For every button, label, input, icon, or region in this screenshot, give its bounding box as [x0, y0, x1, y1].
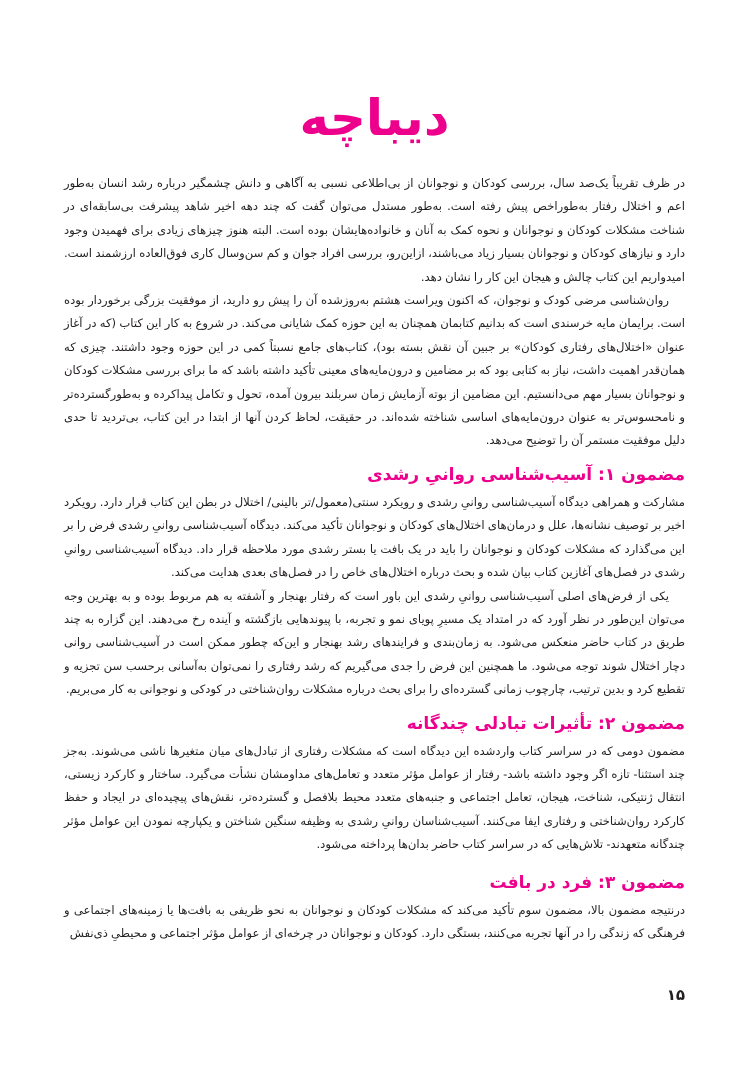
paragraph-book-history: روان‌شناسی مرضی کودک و نوجوان، که اکنون ویراست هشتم به‌روزشده آن را پیش رو دارید، از موفقیت بزرگی برخوردار بوده است. برایمان مایه خرسندی است که بدانیم کتابمان همچنان به این حوزه کمک شایانی می‌کند. در شروع به کار این کتاب (که در آغاز عنوان «اختلال‌های رفتاری کودکان» بر جبین آن نقش بسته بود)، کتاب‌های جامع نسبتاً کمی در این حوزه وجود داشتند. چیزی که همان‌قدر اهمیت داشت، نیاز به کتابی بود که بر مضامین و درون‌مایه‌های معینی تأکید داشته باشد که ما برای بررسی مشکلات کودکان و نوجوانان بسیار مهم می‌دانستیم. این مضامین از بوته آزمایش زمان سربلند بیرون آمده، تحول و تکامل پیداکرده و به‌طورگسترده‌تر و نامحسوس‌تر به عنوان درون‌مایه‌های اساسی شناخته شده‌اند. در حقیقت، لحاظ کردن آنها از ابتدا در این کتاب، بی‌تردید تا حدی دلیل موفقیت مستمر آن را توضیح می‌دهد. [64, 293, 685, 448]
paragraph-intro: در ظرف تقریباً یک‌صد سال، بررسی کودکان و نوجوانان از بی‌اطلاعی نسبی به آگاهی و دانش چشمگیر درباره رشد انسان به‌طور اعم و اختلال رفتار به‌طوراخص پیش رفته است. به‌طور مستدل می‌توان گفت که چند دهه اخیر شاهد پیشرفت بی‌سابقه‌ای در شناخت مشکلات کودکان و نوجوانان و نحوه کمک به آنان و خانواده‌هایشان بوده است. البته هنوز چیزهای زیادی برای فهمیدن وجود دارد و نیازهای کودکان و نوجوانان بسیار زیاد می‌باشند، ازاین‌رو، بررسی افراد جوان و کم سن‌وسال کاری فوق‌العاده ارزشمند است. امیدواریم این کتاب چالش و هیجان این کار را نشان دهد. [64, 176, 685, 284]
page-title: دیباچه [299, 89, 450, 147]
paragraph-theme-2: مضمون دومی که در سراسر کتاب واردشده این دیدگاه است که مشکلات رفتاری از تبادل‌های میان متغیرها ناشی می‌شوند. به‌جز چند استثنا- تازه اگر وجود داشته باشد- رفتار از عوامل مؤثر متعدد و تعامل‌های مداومشان نشأت می‌گیرد. ساختار و کارکرد زیستی، انتقال ژنتیکی، شناخت، هیجان، تعامل اجتماعی و جنبه‌های متعدد محیط بلافصل و گسترده‌تر، نقش‌های پیچیده‌ای در ایجاد و حفظ کارکرد روان‌شناختی و رفتاری ایفا می‌کنند. آسیب‌شناسان روانیِ رشدی به وظیفه سنگین شناختن و یکپارچه نمودن این عوامل مؤثر چندگانه متعهدند- تلاش‌هایی که در سراسر کتاب حاضر بدان‌ها پرداخته می‌شود. [64, 743, 685, 852]
section-heading-theme-3: مضمون ۳: فرد در بافت [489, 872, 685, 893]
document-page [64, 0, 685, 1080]
section-heading-theme-2: مضمون ۲: تأثیرات تبادلی چندگانه [406, 713, 685, 734]
paragraph-theme-1-a: مشارکت و همراهی دیدگاه آسیب‌شناسی روانیِ رشدی و رویکرد سنتی(معمول/تر بالینی/ اختلال در بطن این کتاب قرار دارد. رویکرد اخیر بر توصیف نشانه‌ها، علل و درمان‌های اختلال‌های کودکان و نوجوانان تأکید می‌کند. دیدگاه آسیب‌شناسی روانیِ رشدی فرض را بر این می‌گذارد که مشکلات کودکان و نوجوانان را باید در یک بافت یا بستر رشدی مورد ملاحظه قرار داد. دیدگاه آسیب‌شناسی روانیِ رشدی در فصل‌های آغازین کتاب بیان شده و بحث درباره اختلال‌های خاص را در فصل‌های بعدی هدایت می‌کند. [64, 494, 685, 580]
page-number: ۱۵ [666, 986, 685, 1004]
section-heading-theme-1: مضمون ۱: آسیب‌شناسی روانیِ رشدی [367, 464, 685, 485]
paragraph-theme-1-b: یکی از فرض‌های اصلی آسیب‌شناسی روانیِ رشدی این باور است که رفتار بهنجار و آشفته به هم مربوط بوده و به بهترین وجه می‌توان این‌طور در نظر آورد که در امتداد یک مسیرِ پویای نمو و تجربه، با پیوندهایی بازگشته و آینده رخ می‌دهند. این گزاره به چند طریق در کتاب حاضر منعکس می‌شود. به زمان‌بندی و فرایندهای رشد بهنجار و این‌که چطور ممکن است در آسیب‌شناسی روانی دچار اختلال شوند توجه می‌شود. ما همچنین این فرض را جدی می‌گیریم که رشد رفتاری را نمی‌توان به‌آسانی برحسب سن تجزیه و تقطیع کرد و بدین ترتیب، چارچوب زمانی گسترده‌ای را برای بحث درباره مشکلات روان‌شناختی در کودکی و نوجوانی به کار می‌بریم. [64, 588, 685, 697]
paragraph-theme-3: درنتیجه مضمون بالا، مضمون سوم تأکید می‌کند که مشکلات کودکان و نوجوانان به نحو ظریفی به بافت‌ها یا زمینه‌های اجتماعی و فرهنگی که زندگی را در آنها تجربه می‌کنند، بستگی دارد. کودکان و نوجوانان در چرخه‌ای از عوامل مؤثر اجتماعی و محیطیِ ذی‌نفش [64, 902, 685, 940]
